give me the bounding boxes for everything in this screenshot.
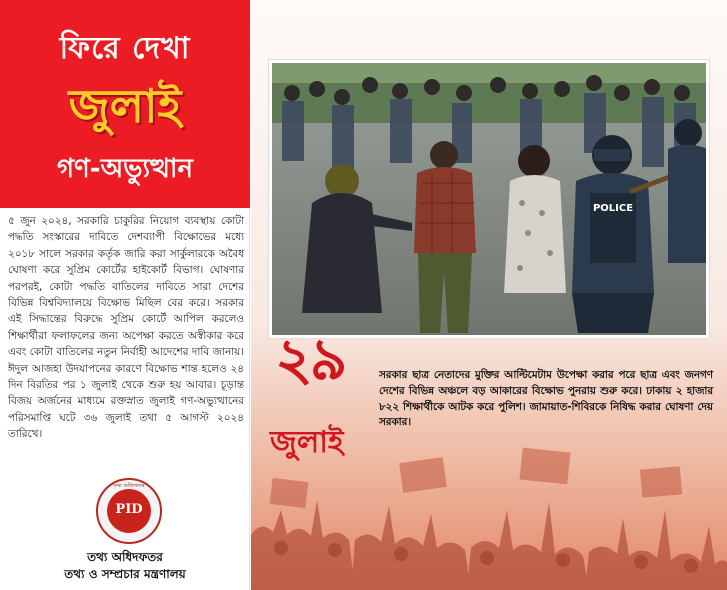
- police-vest-label: POLICE: [592, 203, 634, 214]
- title-line-1: ফিরে দেখা: [59, 31, 191, 66]
- ministry-name: তথ্য ও সম্প্রচার মন্ত্রণালয়: [64, 567, 186, 581]
- photo-illustration: [272, 63, 709, 338]
- right-panel: [251, 0, 727, 590]
- logo-arc-text: তথ্য অধিদফতর: [113, 483, 145, 489]
- title-line-3: গণ-অভ্যুত্থান: [57, 154, 193, 184]
- organization-name: তথ্য অধিদফতর: [87, 550, 163, 564]
- title-banner: [0, 0, 250, 208]
- protest-photo: [269, 60, 709, 338]
- title-line-2: জুলাই: [68, 79, 182, 133]
- intro-paragraph: ৫ জুন ২০২৪, সরকারি চাকুরির নিয়োগ ব্যবস্থায় কোটা পদ্ধতি সংস্কারের দাবিতে দেশব্যাপী বিক্ষোভের মধ্যে ২০১৮ সালে সরকার কর্তৃক জারি করা সার্কুলারকে অবৈধ ঘোষণা করে সুপ্রিম কোর্টের হাইকোর্ট বিভাগ। ঘোষণার পরপরই, কোটা পদ্ধতি বাতিলের দাবিতে সারা দেশের বিভিন্ন বিশ্ববিদ্যালয়ে বিক্ষোভ মিছিল বের করে। সরকার এই সিদ্ধান্তের বিরুদ্ধে সুপ্রিম কোর্টে আপিল করলেও শিক্ষার্থীরা ফলাফলের জন্য অপেক্ষা করতে অস্বীকার করে এবং কোটা বাতিলের নতুন নির্বাহী আদেশের দাবি জানায়। ঈদুল আজহা উদযাপনের কারণে বিক্ষোভ শান্ত হলেও ২৪ দিন বিরতির পর ১ জুলাই থেকে শুরু হয় আবার। চূড়ান্ত বিজয় অর্জনের মাধ্যমে রক্তস্নাত জুলাই গণ-অভ্যুত্থানের পরিসমাপ্তি ঘটে ৩৬ জুলাই তথা ৫ আগস্ট ২০২৪ তারিখে।: [8, 215, 244, 441]
- date-month: জুলাই: [270, 425, 344, 460]
- pid-logo: [96, 478, 162, 544]
- event-caption: সরকার ছাত্র নেতাদের মুক্তির আল্টিমেটাম উপেক্ষা করার পরে ছাত্র এবং জনগণ দেশের বিভিন্ন অঞ্চলে বড় আকারের বিক্ষোভ পুনরায় শুরু করে। ঢাকায় ২ হাজার ৮২২ শিক্ষার্থীকে আটক করে পুলিশ। জামায়াত-শিবিরকে নিষিদ্ধ করার ঘোষণা দেয় সরকার।: [379, 369, 713, 429]
- left-panel: [0, 0, 250, 590]
- date-day: ২৯: [275, 325, 345, 393]
- logo-text: PID: [115, 502, 143, 517]
